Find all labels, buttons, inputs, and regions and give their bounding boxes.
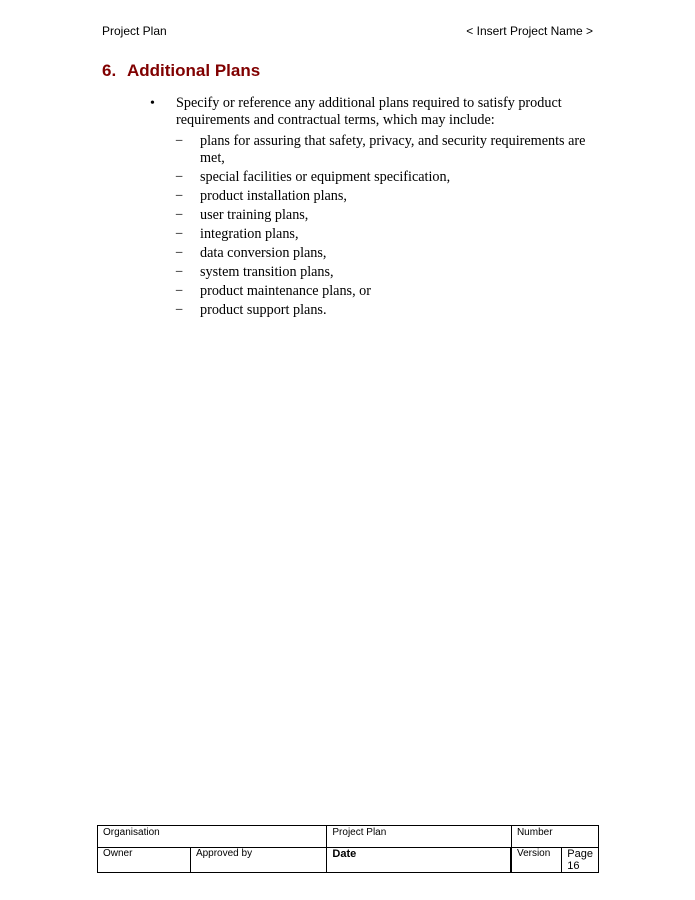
dash-icon: − [175, 302, 184, 318]
footer-version: Version [511, 848, 561, 873]
footer-owner: Owner [98, 848, 191, 873]
list-item-text: product maintenance plans, or [200, 283, 371, 299]
list-item-text: integration plans, [200, 226, 299, 242]
bullet-block [150, 95, 590, 321]
footer-date: Date [327, 848, 510, 873]
dash-icon: − [175, 133, 184, 149]
list-item-text: user training plans, [200, 207, 309, 223]
dash-icon: − [175, 245, 184, 261]
list-item [150, 207, 590, 224]
list-item-text: product support plans. [200, 302, 327, 318]
list-item-text: system transition plans, [200, 264, 334, 280]
footer-approved-by: Approved by [190, 848, 326, 873]
section-title-text: Additional Plans [127, 61, 261, 80]
list-item [150, 169, 590, 186]
bullet-item [150, 95, 590, 129]
dash-icon: − [175, 169, 184, 185]
list-item [150, 188, 590, 205]
list-item [150, 264, 590, 281]
bullet-text: Specify or reference any additional plans required to satisfy product requirements and contractual terms, which may include: [176, 95, 562, 128]
dash-icon: − [175, 226, 184, 242]
footer-organisation: Organisation [98, 826, 327, 848]
footer-page-number: Page 16 [562, 848, 599, 873]
page-header [102, 24, 593, 40]
list-item [150, 302, 590, 319]
page-footer-table [97, 825, 599, 873]
list-item [150, 283, 590, 300]
sub-item-list [150, 133, 590, 319]
list-item-text: product installation plans, [200, 188, 347, 204]
list-item [150, 226, 590, 243]
list-item-text: special facilities or equipment specification, [200, 169, 451, 185]
list-item-text: data conversion plans, [200, 245, 327, 261]
footer-number: Number [511, 826, 598, 848]
header-document-title: Project Plan [102, 24, 167, 38]
dash-icon: − [175, 207, 184, 223]
dash-icon: − [175, 188, 184, 204]
header-project-name: < Insert Project Name > [466, 24, 593, 38]
section-number: 6. [102, 61, 117, 80]
bullet-dot-icon: • [150, 96, 155, 111]
list-item [150, 133, 590, 167]
list-item [150, 245, 590, 262]
dash-icon: − [175, 264, 184, 280]
list-item-text: plans for assuring that safety, privacy, and security requirements are met, [200, 133, 586, 166]
footer-project-plan: Project Plan [327, 826, 512, 848]
section-heading [102, 61, 260, 81]
dash-icon: − [175, 283, 184, 299]
